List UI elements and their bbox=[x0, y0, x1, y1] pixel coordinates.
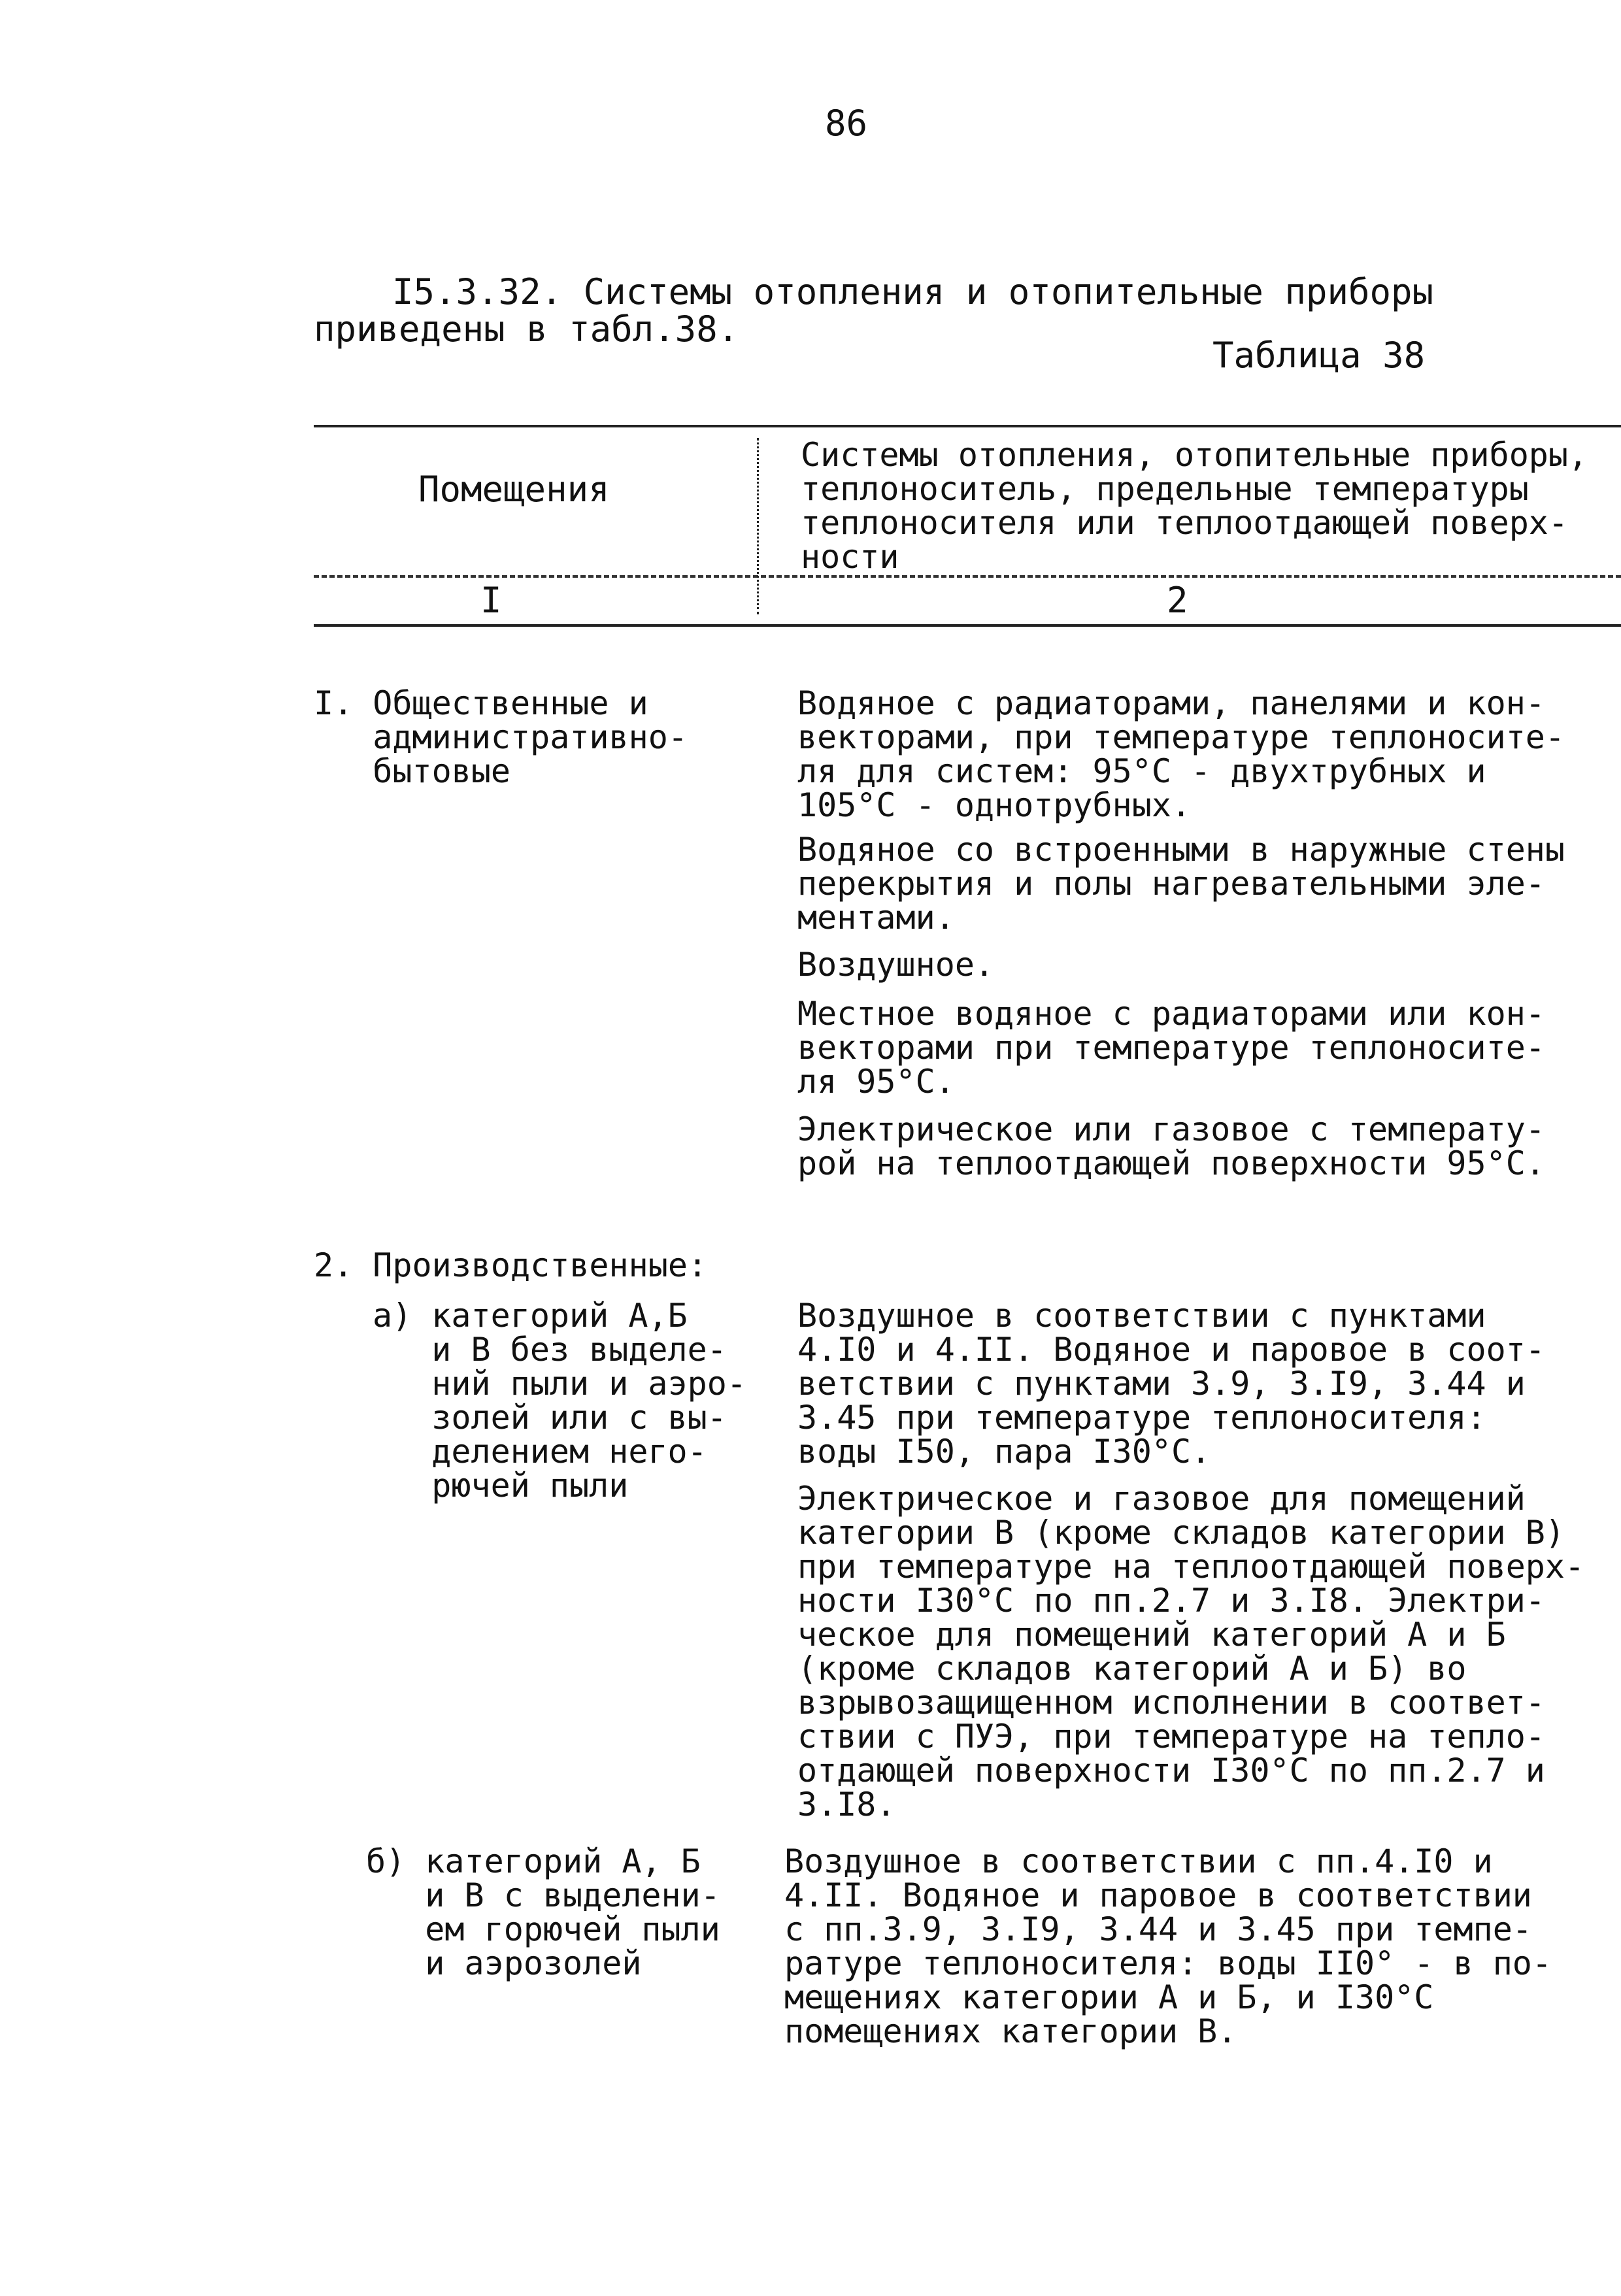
column-separator bbox=[757, 438, 759, 614]
subrow-b-label-line: б) категорий А, Б bbox=[366, 1842, 701, 1880]
page-number: 86 bbox=[825, 103, 868, 144]
column-number-2: 2 bbox=[1167, 580, 1188, 621]
row1-label-line: административно- bbox=[314, 718, 688, 756]
row1-para1-line: Водяное с радиаторами, панелями и кон- bbox=[797, 684, 1545, 722]
subrow-a-label-line: ний пыли и аэро- bbox=[373, 1365, 746, 1403]
subrow-a-para2-line: категории В (кроме складов категории В) bbox=[797, 1514, 1565, 1552]
subrow-b-label-line: и В с выделени- bbox=[366, 1876, 720, 1914]
header-col2-line: теплоноситель, предельные температуры bbox=[801, 470, 1529, 508]
subrow-b-para1-line: Воздушное в соответствии с пп.4.I0 и bbox=[784, 1842, 1493, 1880]
table-top-rule bbox=[314, 425, 1621, 427]
subrow-a-para1-line: 4.I0 и 4.II. Водяное и паровое в соот- bbox=[797, 1331, 1545, 1369]
row1-para4-line: векторами при температуре теплоносите- bbox=[797, 1029, 1545, 1067]
subrow-a-para2-line: 3.I8. bbox=[797, 1786, 896, 1823]
row1-para2-line: ментами. bbox=[797, 899, 955, 937]
subrow-b-para1-line: помещениях категории В. bbox=[784, 2012, 1237, 2050]
subrow-a-para2-line: ческое для помещений категорий А и Б bbox=[797, 1616, 1506, 1654]
header-dashed-rule bbox=[314, 575, 1621, 578]
subrow-a-para2-line: ствии с ПУЭ, при температуре на тепло- bbox=[797, 1718, 1545, 1755]
header-col2-line: Системы отопления, отопительные приборы, bbox=[801, 436, 1588, 474]
subrow-a-para1-line: Воздушное в соответствии с пунктами bbox=[797, 1297, 1486, 1335]
section2-title: 2. Производственные: bbox=[314, 1246, 708, 1284]
subrow-b-para1-line: 4.II. Водяное и паровое в соответствии bbox=[784, 1876, 1532, 1914]
row1-para2-line: Водяное со встроенными в наружные стены bbox=[797, 831, 1565, 869]
subrow-b-para1-line: мещениях категории А и Б, и I30°С bbox=[784, 1978, 1434, 2016]
subrow-b-label-line: и аэрозолей bbox=[366, 1944, 642, 1982]
row1-para1-line: векторами, при температуре теплоносите- bbox=[797, 718, 1565, 756]
row1-label-line: I. Общественные и bbox=[314, 684, 648, 722]
subrow-a-label-line: золей или с вы- bbox=[373, 1399, 727, 1437]
row1-para4-line: ля 95°С. bbox=[797, 1063, 955, 1101]
subrow-a-label-line: делением него- bbox=[373, 1433, 707, 1471]
header-col2-line: ности bbox=[801, 538, 899, 576]
header-col1: Помещения bbox=[418, 469, 610, 510]
table-label: Таблица 38 bbox=[1212, 335, 1426, 376]
subrow-a-label-line: рючей пыли bbox=[373, 1467, 629, 1505]
row1-para1-line: 105°С - однотрубных. bbox=[797, 786, 1192, 824]
row1-para5-line: Электрическое или газовое с температу- bbox=[797, 1110, 1545, 1148]
column-number-1: I bbox=[480, 580, 502, 621]
row1-para5-line: рой на теплоотдающей поверхности 95°С. bbox=[797, 1144, 1545, 1182]
subrow-a-para1-line: воды I50, пара I30°С. bbox=[797, 1433, 1211, 1471]
subrow-a-para2-line: взрывозащищенном исполнении в соответ- bbox=[797, 1684, 1545, 1722]
row1-para2-line: перекрытия и полы нагревательными эле- bbox=[797, 865, 1545, 903]
header-col2-line: теплоносителя или теплоотдающей поверх- bbox=[801, 504, 1568, 542]
subrow-a-para2-line: при температуре на теплоотдающей поверх- bbox=[797, 1548, 1585, 1586]
row1-para4-line: Местное водяное с радиаторами или кон- bbox=[797, 995, 1545, 1033]
subrow-a-para2-line: Электрическое и газовое для помещений bbox=[797, 1480, 1526, 1518]
subrow-a-label-line: а) категорий А,Б bbox=[373, 1297, 688, 1335]
row1-para3-line: Воздушное. bbox=[797, 946, 995, 984]
subrow-a-para1-line: ветствии с пунктами 3.9, 3.I9, 3.44 и bbox=[797, 1365, 1526, 1403]
subrow-a-para2-line: ности I30°С по пп.2.7 и 3.I8. Электри- bbox=[797, 1582, 1545, 1620]
table-header-bottom-rule bbox=[314, 624, 1621, 627]
subrow-a-para1-line: 3.45 при температуре теплоносителя: bbox=[797, 1399, 1486, 1437]
subrow-a-label-line: и В без выделе- bbox=[373, 1331, 727, 1369]
intro-line-2: приведены в табл.38. bbox=[314, 308, 739, 350]
subrow-a-para2-line: отдающей поверхности I30°С по пп.2.7 и bbox=[797, 1752, 1545, 1789]
subrow-b-para1-line: ратуре теплоносителя: воды II0° - в по- bbox=[784, 1944, 1552, 1982]
row1-para1-line: ля для систем: 95°С - двухтрубных и bbox=[797, 752, 1486, 790]
subrow-b-para1-line: с пп.3.9, 3.I9, 3.44 и 3.45 при темпе- bbox=[784, 1910, 1532, 1948]
subrow-a-para2-line: (кроме складов категорий А и Б) во bbox=[797, 1650, 1467, 1688]
intro-line-1: I5.3.32. Системы отопления и отопительные приборы bbox=[392, 271, 1434, 312]
row1-label-line: бытовые bbox=[314, 752, 511, 790]
subrow-b-label-line: ем горючей пыли bbox=[366, 1910, 720, 1948]
